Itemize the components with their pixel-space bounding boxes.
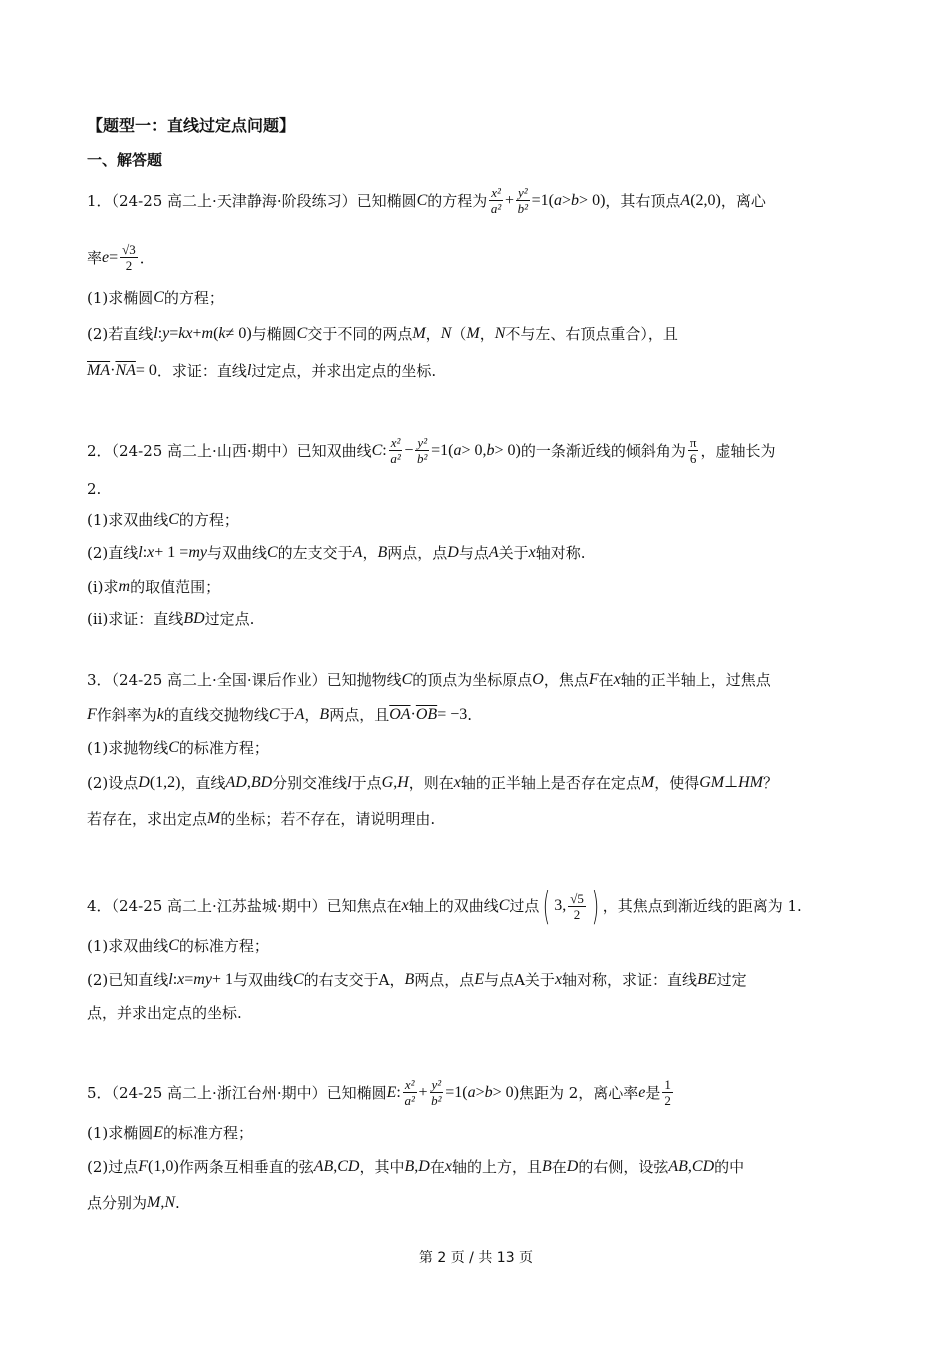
math-variable: M <box>147 1194 161 1211</box>
math-symbol: , <box>414 1158 419 1175</box>
text-line <box>87 809 435 829</box>
text: 在 <box>551 1158 567 1176</box>
math-variable: x <box>528 544 536 561</box>
text: ，其焦点到渐近线的距离为 1. <box>602 897 802 915</box>
text: 的左支交于 <box>277 544 353 562</box>
text: 点分别为 <box>87 1194 148 1212</box>
text: (1)求椭圆 <box>87 1124 154 1142</box>
text: 的中 <box>714 1158 745 1176</box>
math-symbol: > 0, <box>461 441 487 459</box>
text: ，直线 <box>180 774 226 792</box>
text: 过定点，并求出定点的坐标. <box>251 362 437 380</box>
text: 的方程； <box>163 289 224 307</box>
text-line <box>87 361 436 381</box>
denominator: 2 <box>573 906 581 922</box>
text: 2. <box>87 480 102 498</box>
denominator: 2 <box>125 258 133 273</box>
fraction <box>415 435 429 466</box>
math-variable: x <box>613 671 621 688</box>
math-variable: D <box>418 1158 430 1175</box>
text: 关于 <box>498 544 529 562</box>
math-variable: G <box>381 774 394 791</box>
math-variable: y <box>162 325 170 342</box>
text: 轴的正半轴上是否存在定点 <box>460 774 641 792</box>
numerator: x² <box>404 1077 415 1092</box>
math-variable: l <box>246 362 252 379</box>
math-symbol: , <box>687 1158 692 1175</box>
text: 5．（24-25 高二上·浙江台州·期中）已知椭圆 <box>87 1083 387 1102</box>
section-title: 【题型一：直线过定点问题】 <box>87 116 296 135</box>
text: 交于不同的两点 <box>307 325 413 343</box>
math-variable: H <box>397 774 409 791</box>
parenthesis: ( <box>543 884 551 928</box>
text-line <box>87 577 220 597</box>
math-variable: D <box>138 774 150 791</box>
text: 的方程； <box>178 511 239 529</box>
math-variable: C <box>266 544 278 561</box>
text: 的直线交抛物线 <box>163 706 269 724</box>
math-symbol: + <box>504 191 514 209</box>
text: 在 <box>598 671 614 689</box>
numerator: √3 <box>122 242 136 257</box>
math-variable: b <box>486 441 495 459</box>
math-variable: M <box>640 774 655 791</box>
math-variable: C <box>498 897 510 914</box>
text-line <box>87 1157 744 1177</box>
text: 的标准方程； <box>178 937 269 955</box>
text: ，其中 <box>359 1158 405 1176</box>
denominator: a² <box>404 1093 415 1108</box>
text: ， <box>304 706 320 724</box>
text: 的方程为 <box>427 191 488 210</box>
math-variable: C <box>416 191 428 209</box>
math-variable: l <box>347 774 352 791</box>
text: 作斜率为 <box>96 706 157 724</box>
fraction <box>403 1077 417 1108</box>
text-line <box>87 970 747 990</box>
math-variable: F <box>138 1158 149 1175</box>
text: （ <box>451 325 467 343</box>
text: 轴对称，求证：直线 <box>562 971 698 989</box>
math-variable: GM <box>699 774 725 791</box>
parenthesis: ) <box>591 884 599 928</box>
text: 的标准方程； <box>163 1124 254 1142</box>
text: . <box>467 706 473 724</box>
math-variable: l <box>138 544 143 561</box>
math-symbol: = <box>109 248 119 266</box>
math-variable: BD <box>183 610 205 627</box>
text: ．求证：直线 <box>156 362 247 380</box>
math-symbol: ⊥ <box>724 774 739 791</box>
text: (2)若直线 <box>87 325 154 343</box>
math-variable: A <box>352 544 363 561</box>
math-variable: x <box>554 971 563 988</box>
text-line <box>87 1193 180 1213</box>
text: 轴对称. <box>535 544 586 562</box>
math-symbol: , <box>160 1194 165 1211</box>
math-variable: M <box>207 810 221 827</box>
math-symbol: > 0) <box>579 191 606 209</box>
math-variable: A <box>680 191 691 209</box>
math-variable: b <box>571 191 580 209</box>
math-variable: C <box>296 325 308 342</box>
numerator: y² <box>417 435 428 450</box>
text: (2)过点 <box>87 1158 139 1176</box>
text: ，其右顶点 <box>605 191 681 210</box>
fraction <box>489 185 503 216</box>
math-variable: x <box>177 971 185 988</box>
text-line <box>87 1003 242 1023</box>
math-symbol: , <box>333 1158 338 1175</box>
text-line <box>87 543 586 563</box>
math-symbol: = <box>169 325 179 342</box>
text-line <box>87 1123 253 1143</box>
math-variable: F <box>588 671 599 688</box>
text: 的一条渐近线的倾斜角为 <box>520 441 686 460</box>
math-variable: O <box>532 671 544 688</box>
text: (i)求 <box>87 578 119 596</box>
math-variable: B <box>404 1158 415 1175</box>
text-line <box>87 936 269 956</box>
text-line <box>87 435 775 466</box>
math-symbol: ( <box>213 325 219 342</box>
numerator: 1 <box>664 1077 671 1092</box>
math-symbol: =1( <box>445 1083 468 1101</box>
text: 与点A关于 <box>484 971 555 989</box>
math-variable: x <box>453 774 461 791</box>
math-variable: x <box>401 897 409 914</box>
text: 轴上的双曲线 <box>408 897 499 915</box>
math-symbol: + 1 <box>211 971 233 988</box>
math-variable: D <box>566 1158 579 1175</box>
math-variable: k <box>156 706 164 723</box>
text: 轴的正半轴上，过焦点 <box>620 671 771 689</box>
text: 轴的上方，且 <box>451 1158 542 1176</box>
text: (2)直线 <box>87 544 139 562</box>
math-symbol: (1,2) <box>149 774 181 791</box>
text: 若存在，求出定点 <box>87 810 208 828</box>
math-variable: CD <box>691 1158 715 1175</box>
math-symbol: : <box>382 441 387 459</box>
text: ，则在 <box>408 774 454 792</box>
denominator: b² <box>517 201 529 216</box>
math-variable: k <box>218 325 226 342</box>
text: 的坐标；若不存在，请说明理由. <box>220 810 436 828</box>
math-variable: B <box>377 544 388 561</box>
text: 于 <box>279 706 295 724</box>
fraction <box>688 435 699 466</box>
text: 两点，点 <box>414 971 475 989</box>
math-symbol: + <box>192 325 202 342</box>
math-variable: N <box>440 325 452 342</box>
math-variable: C <box>168 937 179 954</box>
math-symbol: + <box>418 1083 428 1101</box>
math-symbol: 3, <box>554 897 567 914</box>
math-symbol: (1,0) <box>148 1158 179 1175</box>
math-symbol: > 0) <box>494 441 521 459</box>
math-variable: my <box>188 544 207 561</box>
math-symbol: : <box>172 971 178 988</box>
math-variable: C <box>168 739 179 756</box>
text-line <box>87 705 472 725</box>
text: 过定点. <box>204 610 255 628</box>
text: 两点，且 <box>329 706 390 724</box>
math-variable: a <box>453 441 462 459</box>
numerator: x² <box>390 435 401 450</box>
math-variable: x <box>444 1158 452 1175</box>
text-line <box>87 609 254 629</box>
math-symbol: =1( <box>531 191 555 209</box>
math-variable: A <box>488 544 499 561</box>
math-variable: B <box>319 706 330 723</box>
math-variable: E <box>474 971 485 988</box>
fraction <box>389 435 403 466</box>
text: 的标准方程； <box>178 739 269 757</box>
math-variable: HM <box>738 774 763 791</box>
text: 是 <box>645 1083 661 1102</box>
math-variable: N <box>494 325 506 342</box>
math-variable: AD <box>225 774 247 791</box>
math-variable: C <box>293 971 304 988</box>
text: 点，并求出定点的坐标. <box>87 1004 242 1022</box>
text: ， <box>362 544 378 562</box>
math-variable: M <box>412 325 426 342</box>
text-line <box>87 738 269 758</box>
text: ， <box>479 325 495 343</box>
denominator: 6 <box>689 451 697 466</box>
math-symbol: = −3 <box>437 706 468 723</box>
math-variable: m <box>118 578 131 595</box>
math-variable: C <box>371 441 383 459</box>
text: 率 <box>87 248 103 267</box>
text: 分别交准线 <box>272 774 348 792</box>
math-variable: B <box>404 971 415 988</box>
math-symbol: · <box>410 706 416 723</box>
text-line <box>87 185 766 216</box>
math-symbol: = 0 <box>135 362 157 379</box>
math-variable: C <box>168 511 179 528</box>
math-symbol: , <box>393 774 398 791</box>
text-line <box>87 886 802 926</box>
text-line <box>87 288 224 308</box>
math-symbol: = <box>184 971 194 988</box>
math-variable: E <box>386 1083 397 1101</box>
denominator: a² <box>390 451 401 466</box>
text: (2)设点 <box>87 774 139 792</box>
math-variable: C <box>268 706 280 723</box>
fraction <box>120 242 138 273</box>
text: 与椭圆 <box>251 325 297 343</box>
fraction <box>430 1077 444 1108</box>
math-symbol: > 0) <box>492 1083 519 1101</box>
text: 在 <box>429 1158 445 1176</box>
math-symbol: : <box>142 544 148 561</box>
math-variable: AB <box>668 1158 688 1175</box>
text: 的右侧，设弦 <box>578 1158 669 1176</box>
text: (1)求双曲线 <box>87 937 169 955</box>
math-variable: my <box>193 971 212 988</box>
vector: $\overline{MA}$ <box>87 362 111 379</box>
text-line <box>87 773 778 793</box>
denominator: a² <box>490 201 502 216</box>
math-variable: A <box>294 706 305 723</box>
text-line <box>87 324 678 344</box>
math-symbol: , <box>246 774 251 791</box>
math-symbol: + 1 = <box>154 544 189 561</box>
text: 过定 <box>716 971 747 989</box>
text: 1．（24-25 高二上·天津静海·阶段练习）已知椭圆 <box>87 191 417 210</box>
text: (1)求双曲线 <box>87 511 169 529</box>
numerator: y² <box>517 185 528 200</box>
math-variable: l <box>153 325 158 342</box>
text: 3．（24-25 高二上·全国·课后作业）已知抛物线 <box>87 671 402 689</box>
fraction <box>568 891 586 922</box>
text: 的右支交于A， <box>303 971 405 989</box>
math-variable: AB <box>313 1158 334 1175</box>
math-variable: e <box>102 248 110 266</box>
numerator: π <box>689 435 697 450</box>
math-variable: M <box>466 325 480 342</box>
math-symbol: ≠ 0) <box>225 325 252 342</box>
math-variable: C <box>153 289 164 306</box>
math-variable: a <box>467 1083 476 1101</box>
vector: $\overline{OB}$ <box>415 706 438 723</box>
math-variable: l <box>168 971 173 988</box>
math-variable: m <box>201 325 214 342</box>
math-variable: kx <box>178 325 193 342</box>
text: (2)已知直线 <box>87 971 169 989</box>
fraction <box>662 1077 673 1108</box>
math-variable: BD <box>250 774 273 791</box>
text-line <box>87 479 101 499</box>
math-variable: D <box>447 544 459 561</box>
numerator: x² <box>491 185 501 200</box>
math-symbol: > <box>475 1083 485 1101</box>
denominator: b² <box>417 451 428 466</box>
text: 作两条互相垂直的弦 <box>178 1158 314 1176</box>
text: ， <box>425 325 441 343</box>
text: 的顶点为坐标原点 <box>412 671 533 689</box>
text: ． <box>139 248 155 267</box>
vector: $\overline{OA}$ <box>389 706 411 723</box>
text: 过点 <box>509 897 540 915</box>
math-variable: a <box>554 191 563 209</box>
math-variable: F <box>87 706 97 723</box>
denominator: 2 <box>664 1093 671 1108</box>
text: ，使得 <box>654 774 700 792</box>
text: 2．（24-25 高二上·山西·期中）已知双曲线 <box>87 441 372 460</box>
math-variable: BE <box>697 971 717 988</box>
math-variable: b <box>484 1083 493 1101</box>
math-variable: x <box>147 544 155 561</box>
text: . <box>175 1194 180 1212</box>
math-variable: CD <box>337 1158 360 1175</box>
math-variable: E <box>153 1124 164 1141</box>
math-variable: e <box>638 1083 646 1101</box>
math-variable: N <box>164 1194 176 1211</box>
text: (ii)求证：直线 <box>87 610 184 628</box>
text: 与双曲线 <box>232 971 293 989</box>
text-line <box>87 670 771 690</box>
math-symbol: =1( <box>431 441 454 459</box>
numerator: √5 <box>570 890 584 906</box>
text: 与点 <box>458 544 489 562</box>
text: 不与左、右顶点重合），且 <box>505 325 678 343</box>
text: 于点 <box>351 774 382 792</box>
text-line <box>87 242 155 273</box>
math-variable: C <box>401 671 413 688</box>
text: 与双曲线 <box>206 544 267 562</box>
denominator: b² <box>431 1093 442 1108</box>
text: ，离心 <box>720 191 766 210</box>
text: (1)求椭圆 <box>87 289 154 307</box>
text: 的取值范围； <box>130 578 221 596</box>
math-variable: B <box>541 1158 552 1175</box>
text: (1)求抛物线 <box>87 739 169 757</box>
math-symbol: · <box>110 362 116 379</box>
text-line <box>87 510 239 530</box>
math-symbol: − <box>404 441 414 459</box>
math-symbol: : <box>396 1083 401 1101</box>
math-symbol: > <box>562 191 572 209</box>
text: ，虚轴长为 <box>700 441 776 460</box>
math-symbol: : <box>157 325 163 342</box>
page-footer: 第 2 页 / 共 13 页 <box>418 1250 534 1266</box>
text: 4．（24-25 高二上·江苏盐城·期中）已知焦点在 <box>87 897 402 915</box>
text: 两点，点 <box>387 544 448 562</box>
text: ，焦点 <box>543 671 589 689</box>
vector: $\overline{NA}$ <box>115 362 136 379</box>
math-symbol: (2,0) <box>690 191 721 209</box>
text-line <box>87 1077 675 1108</box>
fraction <box>516 185 530 216</box>
text: ？ <box>762 774 778 792</box>
subsection-heading: 一、解答题 <box>87 151 163 169</box>
text: 焦距为 2，离心率 <box>518 1083 639 1102</box>
numerator: y² <box>431 1077 442 1092</box>
